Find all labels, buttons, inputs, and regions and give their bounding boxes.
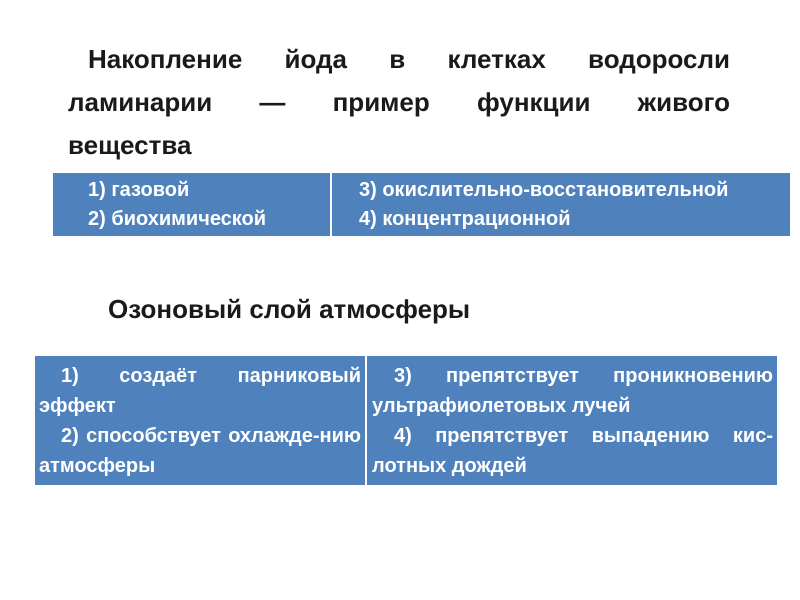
question-1-answers	[53, 173, 790, 236]
question-1-option-2[interactable]: 2) биохимической	[88, 208, 267, 230]
question-1-option-3[interactable]: 3) окислительно-восстановительной	[359, 179, 729, 201]
question-1-option-4[interactable]: 4) концентрационной	[359, 208, 571, 230]
question-2-answers-left-column	[35, 356, 365, 485]
question-2-option-1[interactable]: 1) создаёт парниковый эффект	[39, 365, 361, 417]
question-1-answers-left-column	[53, 173, 330, 236]
question-2-answers-right-column	[365, 356, 777, 485]
question-1-text: Накопление йода в клетках водоросли ламинарии — пример функции живого вещества	[68, 44, 730, 160]
question-2-answers	[35, 356, 777, 485]
question-2-option-4[interactable]: 4) препятствует выпадению кис-лотных дождей	[372, 425, 773, 477]
question-2-option-2[interactable]: 2) способствует охлажде-нию атмосферы	[39, 425, 361, 477]
question-1-option-1[interactable]: 1) газовой	[88, 179, 190, 201]
question-2-option-3[interactable]: 3) препятствует проникновению ультрафиолетовых лучей	[372, 365, 773, 417]
question-2-text: Озоновый слой атмосферы	[108, 294, 471, 324]
question-1-answers-right-column	[330, 173, 790, 236]
